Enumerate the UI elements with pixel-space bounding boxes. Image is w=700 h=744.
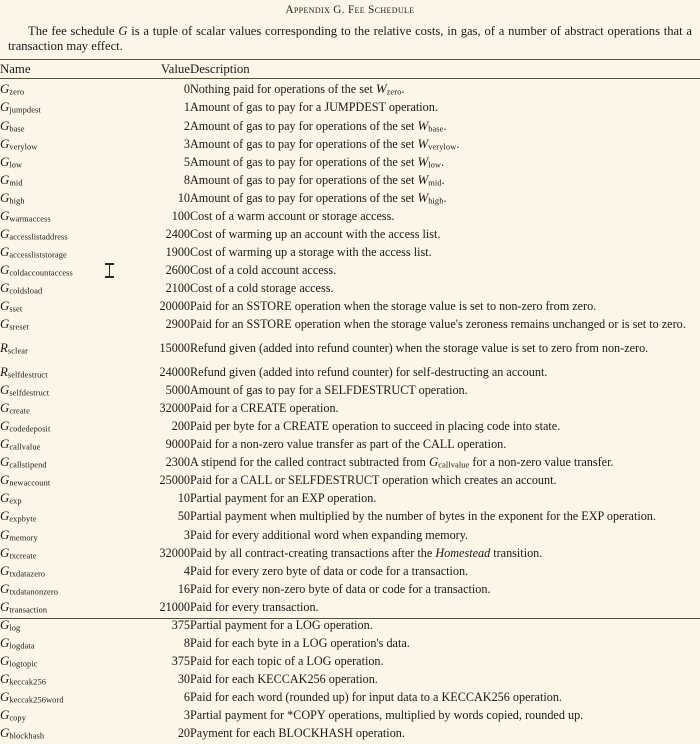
symbol-glyph: G — [0, 100, 10, 115]
symbol-glyph: R — [0, 341, 8, 356]
cell-description — [190, 401, 700, 419]
cell-name — [0, 419, 128, 437]
table-row — [0, 299, 700, 317]
table-row — [0, 263, 700, 281]
cell-value: 2300 — [165, 455, 190, 470]
cell-name — [0, 672, 128, 690]
cell-description — [190, 245, 700, 263]
symbol-subscript: jumpdest — [9, 105, 41, 115]
cell-description — [190, 600, 700, 618]
symbol-glyph: G — [0, 118, 10, 133]
cell-name — [0, 299, 128, 317]
cell-value: 10 — [177, 190, 190, 205]
description-text: Paid for each byte in a LOG operation's data. — [190, 635, 410, 650]
cell-name — [0, 155, 128, 173]
symbol-glyph: G — [0, 599, 10, 614]
symbol-glyph: G — [0, 635, 10, 650]
cell-description — [190, 263, 700, 281]
symbol-glyph: G — [0, 136, 10, 151]
table-row — [0, 690, 700, 708]
cell-description — [190, 119, 700, 137]
symbol-subscript: sset — [9, 304, 23, 314]
symbol-glyph: G — [0, 244, 10, 259]
cell-value: 375 — [171, 617, 190, 632]
symbol-glyph: G — [0, 545, 10, 560]
cell-description — [190, 365, 700, 383]
description-text: Amount of gas to pay for a JUMPDEST operation. — [190, 100, 438, 115]
cell-description — [190, 618, 700, 636]
symbol-subscript: accessliststorage — [9, 250, 67, 260]
symbol-glyph: G — [0, 455, 10, 470]
symbol-subscript: coldsload — [9, 286, 43, 296]
symbol-glyph: G — [0, 617, 10, 632]
description-text: Paid by all contract-creating transactions after the — [190, 545, 436, 560]
cell-value: 5000 — [165, 383, 190, 398]
description-text: Paid for every zero byte of data or code for a transaction. — [190, 563, 469, 578]
description-text: Partial payment for *COPY operations, multiplied by words copied, rounded up. — [190, 708, 584, 722]
description-text: Cost of warming up a storage with the access list. — [190, 244, 432, 259]
description-symbol-subscript: callvalue — [438, 460, 470, 470]
description-text-tail: transition. — [490, 545, 543, 560]
description-text: Amount of gas to pay for operations of the set — [190, 154, 418, 169]
cell-description — [190, 191, 700, 209]
table-row — [0, 672, 700, 690]
description-text: Paid for an SSTORE operation when the storage value's zeroness remains unchanged or is set to zero. — [190, 317, 686, 332]
cell-name — [0, 137, 128, 155]
description-symbol-subscript: high — [428, 196, 444, 206]
symbol-subscript: log — [9, 623, 21, 633]
table-row — [0, 455, 700, 473]
table-row — [0, 119, 700, 137]
symbol-subscript: verylow — [9, 142, 38, 152]
symbol-subscript: logtopic — [9, 659, 38, 669]
description-text-tail: . — [401, 82, 405, 97]
symbol-subscript: keccak256word — [9, 695, 64, 705]
table-row — [0, 341, 700, 359]
column-header-value: Value — [160, 62, 190, 77]
description-symbol-glyph: G — [428, 455, 439, 470]
symbol-subscript: newaccount — [9, 478, 51, 488]
table-header — [0, 60, 700, 78]
symbol-subscript: zero — [9, 87, 25, 97]
table-row — [0, 401, 700, 419]
table-row — [0, 281, 700, 299]
cell-name — [0, 582, 128, 600]
symbol-glyph: G — [0, 527, 10, 542]
description-text: Paid for an SSTORE operation when the storage value is set to non-zero from zero. — [190, 298, 597, 313]
cell-description — [190, 690, 700, 708]
description-text: Paid for a CREATE operation. — [190, 401, 339, 416]
description-text: Nothing paid for operations of the set — [190, 82, 376, 97]
intro-text-after: is a tuple of scalar values corresponding to the relative costs, in gas, of a number of abstract operations that a transaction may effect. — [8, 24, 692, 54]
column-header-name: Name — [0, 62, 31, 77]
cell-description — [190, 341, 700, 359]
cell-value: 8 — [183, 635, 190, 650]
cell-name — [0, 263, 128, 281]
symbol-glyph: G — [0, 689, 10, 704]
cell-value: 0 — [183, 82, 190, 97]
symbol-subscript: memory — [9, 533, 38, 543]
cell-name — [0, 491, 128, 509]
table-row — [0, 437, 700, 455]
cell-name — [0, 509, 128, 527]
table-row — [0, 708, 700, 726]
cell-name — [0, 600, 128, 618]
cell-name — [0, 383, 128, 401]
description-text: Paid for each KECCAK256 operation. — [190, 671, 378, 686]
description-symbol-glyph: W — [417, 172, 429, 187]
table-row — [0, 546, 700, 564]
symbol-glyph: G — [0, 208, 10, 223]
cell-name — [0, 191, 128, 209]
description-emphasis: Homestead — [435, 545, 491, 560]
table-bottom-rule — [0, 618, 700, 619]
cell-value: 15000 — [159, 341, 190, 356]
symbol-subscript: txdatanonzero — [9, 587, 59, 597]
cell-name — [0, 726, 128, 744]
table-row — [0, 509, 700, 527]
table-row — [0, 726, 700, 744]
table-row — [0, 137, 700, 155]
description-text-tail: . — [456, 136, 460, 151]
table-row — [0, 383, 700, 401]
symbol-glyph: G — [0, 172, 10, 187]
cell-value: 3 — [183, 708, 190, 722]
cell-value: 21000 — [159, 599, 190, 614]
cell-name — [0, 401, 128, 419]
fee-schedule-symbol: G — [118, 24, 128, 38]
description-text: Paid for a non-zero value transfer as part of the CALL operation. — [190, 437, 507, 452]
cell-value: 2 — [183, 118, 190, 133]
table-row — [0, 365, 700, 383]
symbol-subscript: expbyte — [9, 514, 37, 524]
symbol-subscript: accesslistaddress — [9, 232, 68, 242]
symbol-glyph: G — [0, 317, 10, 332]
page-title: Appendix G. Fee Schedule — [285, 4, 415, 16]
cell-value: 5 — [183, 154, 190, 169]
description-text: Paid for a CALL or SELFDESTRUCT operation which creates an account. — [190, 473, 557, 488]
symbol-glyph: G — [0, 509, 10, 524]
symbol-subscript: txcreate — [9, 551, 37, 561]
cell-description — [190, 79, 700, 100]
symbol-subscript: callstipend — [9, 460, 47, 470]
table-row — [0, 245, 700, 263]
cell-description — [190, 281, 700, 299]
cell-description — [190, 546, 700, 564]
table-row — [0, 79, 700, 100]
description-text: Paid for every non-zero byte of data or code for a transaction. — [190, 581, 491, 596]
description-symbol-glyph: W — [375, 82, 387, 97]
symbol-glyph: G — [0, 383, 10, 398]
description-text: Paid for every transaction. — [190, 599, 319, 614]
cell-description — [190, 419, 700, 437]
symbol-subscript: codedeposit — [9, 424, 51, 434]
symbol-subscript: selfdestruct — [7, 370, 48, 380]
cell-description — [190, 299, 700, 317]
cell-description — [190, 654, 700, 672]
description-symbol-glyph: W — [417, 154, 429, 169]
description-symbol-subscript: low — [428, 160, 442, 170]
description-text: Amount of gas to pay for operations of the set — [190, 172, 418, 187]
table-row — [0, 636, 700, 654]
table-row — [0, 209, 700, 227]
symbol-glyph: G — [0, 563, 10, 578]
cell-value: 50 — [177, 509, 190, 524]
description-symbol-glyph: W — [417, 136, 429, 151]
symbol-glyph: G — [0, 82, 10, 97]
cell-description — [190, 636, 700, 654]
cell-description — [190, 726, 700, 744]
symbol-glyph: G — [0, 653, 10, 668]
description-text: Paid for every additional word when expanding memory. — [190, 527, 469, 542]
description-text: Cost of a cold account access. — [190, 262, 337, 277]
cell-description — [190, 491, 700, 509]
cell-value: 16 — [177, 581, 190, 596]
cell-description — [190, 455, 700, 473]
symbol-subscript: exp — [9, 496, 22, 506]
symbol-glyph: G — [0, 437, 10, 452]
symbol-glyph: G — [0, 581, 10, 596]
symbol-glyph: G — [0, 491, 10, 506]
cell-value: 200 — [171, 419, 190, 434]
symbol-subscript: create — [9, 406, 30, 416]
description-text-tail: for a non-zero value transfer. — [469, 455, 614, 470]
table-row — [0, 491, 700, 509]
description-text: Refund given (added into refund counter) when the storage value is set to zero from non-zero. — [190, 341, 649, 356]
cell-name — [0, 690, 128, 708]
cell-value: 30 — [177, 671, 190, 686]
cell-value: 32000 — [159, 545, 190, 560]
description-text: Paid for each word (rounded up) for input data to a KECCAK256 operation. — [190, 689, 562, 704]
table-row — [0, 100, 700, 118]
cell-value: 24000 — [159, 365, 190, 380]
description-symbol-subscript: mid — [428, 178, 442, 188]
table-header-row — [0, 60, 700, 78]
cell-description — [190, 582, 700, 600]
table-row — [0, 317, 700, 335]
table-row — [0, 564, 700, 582]
description-text-tail: . — [441, 172, 445, 187]
description-symbol-glyph: W — [417, 118, 429, 133]
cell-value: 6 — [183, 689, 190, 704]
table-row — [0, 155, 700, 173]
symbol-subscript: callvalue — [9, 442, 41, 452]
cell-name — [0, 119, 128, 137]
symbol-subscript: high — [9, 196, 25, 206]
description-text: Cost of a cold storage access. — [190, 280, 334, 295]
symbol-glyph: G — [0, 473, 10, 488]
description-text-tail: . — [443, 118, 447, 133]
table-row — [0, 618, 700, 636]
table-row — [0, 600, 700, 618]
cell-value: 2600 — [165, 262, 190, 277]
cell-value: 375 — [171, 653, 190, 668]
cell-description — [190, 708, 700, 726]
symbol-subscript: keccak256 — [9, 677, 47, 687]
fee-schedule-table-body — [0, 79, 700, 744]
symbol-subscript: selfdestruct — [9, 388, 50, 398]
description-text: Amount of gas to pay for operations of the set — [190, 190, 418, 205]
symbol-glyph: G — [0, 419, 10, 434]
cell-value: 1900 — [165, 244, 190, 259]
table-row — [0, 473, 700, 491]
symbol-glyph: G — [0, 298, 10, 313]
symbol-subscript: logdata — [9, 641, 35, 651]
cell-value: 100 — [171, 208, 190, 223]
description-text: A stipend for the called contract subtracted from — [190, 455, 429, 470]
cell-value: 10 — [177, 491, 190, 506]
table-bottom-rule-wrap — [0, 618, 700, 619]
cell-name — [0, 365, 128, 383]
cell-name — [0, 618, 128, 636]
cell-value: 2900 — [165, 317, 190, 332]
table-row — [0, 191, 700, 209]
cell-name — [0, 473, 128, 491]
cell-value: 2100 — [165, 280, 190, 295]
table-row — [0, 654, 700, 672]
description-text: Partial payment for an EXP operation. — [190, 491, 377, 506]
description-text: Amount of gas to pay for a SELFDESTRUCT operation. — [190, 383, 468, 398]
intro-paragraph — [8, 24, 692, 54]
cell-name — [0, 528, 128, 546]
table-row — [0, 419, 700, 437]
symbol-glyph: G — [0, 401, 10, 416]
cell-value: 20000 — [159, 298, 190, 313]
cell-value: 3 — [183, 527, 190, 542]
symbol-glyph: G — [0, 726, 10, 741]
description-symbol-glyph: W — [417, 190, 429, 205]
cell-description — [190, 672, 700, 690]
description-text: Cost of warming up an account with the access list. — [190, 226, 441, 241]
symbol-subscript: coldaccountaccess — [9, 268, 73, 278]
description-text-tail: . — [441, 154, 445, 169]
symbol-subscript: base — [9, 124, 25, 133]
symbol-subscript: transaction — [9, 605, 48, 615]
cell-description — [190, 227, 700, 245]
cell-name — [0, 654, 128, 672]
cell-name — [0, 546, 128, 564]
description-text: Payment for each BLOCKHASH operation. — [190, 726, 405, 741]
cell-name — [0, 708, 128, 726]
cell-value: 3 — [183, 136, 190, 151]
cell-value: 2400 — [165, 226, 190, 241]
cell-description — [190, 209, 700, 227]
table-row — [0, 582, 700, 600]
cell-value: 8 — [183, 172, 190, 187]
intro-text-before: The fee schedule — [28, 24, 119, 38]
table-row — [0, 227, 700, 245]
cell-name — [0, 209, 128, 227]
description-text: Amount of gas to pay for operations of the set — [190, 118, 418, 133]
cell-name — [0, 455, 128, 473]
description-symbol-subscript: verylow — [428, 142, 457, 152]
description-symbol-subscript: zero — [386, 87, 402, 97]
cell-name — [0, 341, 128, 359]
cell-description — [190, 173, 700, 191]
cell-description — [190, 564, 700, 582]
cell-name — [0, 437, 128, 455]
symbol-glyph: G — [0, 671, 10, 686]
table-row — [0, 528, 700, 546]
symbol-subscript: sclear — [7, 346, 29, 356]
cell-description — [190, 383, 700, 401]
description-text: Paid for each topic of a LOG operation. — [190, 653, 384, 668]
column-header-description: Description — [190, 62, 250, 77]
description-text: Amount of gas to pay for operations of the set — [190, 136, 418, 151]
description-text: Refund given (added into refund counter) for self-destructing an account. — [190, 365, 548, 380]
description-text: Partial payment when multiplied by the number of bytes in the exponent for the EXP operation. — [190, 509, 656, 524]
cell-description — [190, 317, 700, 335]
cell-description — [190, 100, 700, 118]
symbol-glyph: R — [0, 365, 8, 380]
cell-name — [0, 636, 128, 654]
cell-name — [0, 281, 128, 299]
cell-name — [0, 317, 128, 335]
symbol-subscript: sreset — [9, 322, 29, 332]
cell-name — [0, 245, 128, 263]
cell-description — [190, 473, 700, 491]
symbol-glyph: G — [0, 226, 10, 241]
symbol-glyph: G — [0, 154, 10, 169]
symbol-glyph: G — [0, 280, 10, 295]
description-text-tail: . — [443, 190, 447, 205]
fee-schedule-table — [0, 60, 700, 78]
cell-name — [0, 227, 128, 245]
cell-name — [0, 564, 128, 582]
cell-value: 4 — [183, 563, 190, 578]
table-row — [0, 173, 700, 191]
cell-value: 25000 — [159, 473, 190, 488]
description-symbol-subscript: base — [428, 124, 444, 133]
cell-description — [190, 437, 700, 455]
description-text: Cost of a warm account or storage access. — [190, 208, 395, 223]
symbol-glyph: G — [0, 190, 10, 205]
symbol-subscript: txdatazero — [9, 569, 46, 579]
cell-description — [190, 137, 700, 155]
symbol-subscript: low — [9, 160, 23, 170]
cell-description — [190, 528, 700, 546]
cell-name — [0, 79, 128, 100]
cell-description — [190, 155, 700, 173]
cell-value: 1 — [183, 100, 190, 115]
cell-value: 20 — [177, 726, 190, 741]
cell-name — [0, 173, 128, 191]
symbol-glyph: G — [0, 708, 10, 722]
symbol-subscript: copy — [9, 713, 26, 723]
symbol-subscript: mid — [9, 178, 23, 188]
cell-value: 9000 — [165, 437, 190, 452]
symbol-glyph: G — [0, 262, 10, 277]
cell-description — [190, 509, 700, 527]
symbol-subscript: blockhash — [9, 731, 45, 741]
description-text: Partial payment for a LOG operation. — [190, 617, 373, 632]
table-body — [0, 79, 700, 744]
description-text: Paid per byte for a CREATE operation to succeed in placing code into state. — [190, 419, 561, 434]
cell-name — [0, 100, 128, 118]
cell-value: 32000 — [159, 401, 190, 416]
symbol-subscript: warmaccess — [9, 214, 51, 224]
